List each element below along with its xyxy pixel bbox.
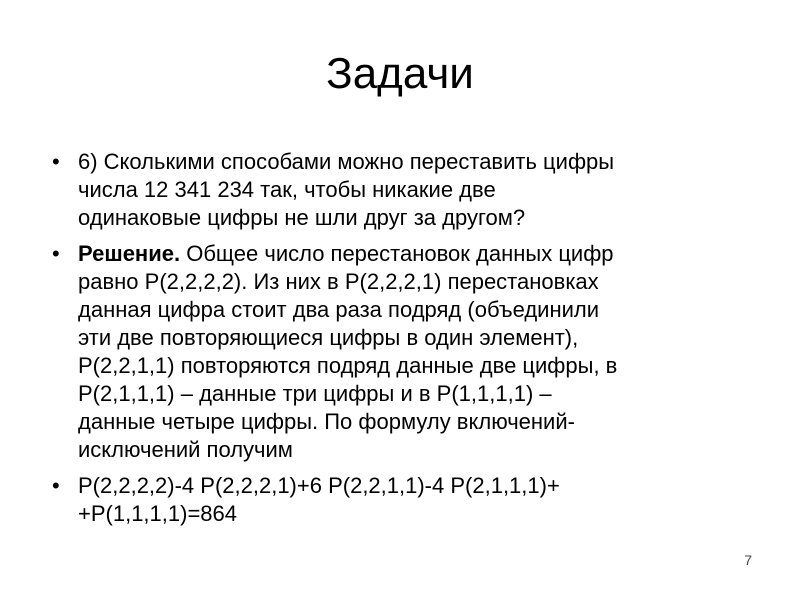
text-line: данные четыре цифры. По формулу включений- xyxy=(78,409,575,434)
page-number: 7 xyxy=(744,552,752,568)
text-fragment: Общее число перестановок данных цифр xyxy=(180,241,614,266)
solution-label: Решение. xyxy=(78,241,181,266)
text-line: эти две повторяющиеся цифры в один элемент), xyxy=(78,325,579,350)
text-line: P(2,2,2,2)-4 P(2,2,2,1)+6 P(2,2,1,1)-4 P(2,1,1,1)+ xyxy=(78,473,560,498)
solution-text xyxy=(78,240,762,464)
formula-text xyxy=(78,472,762,528)
text-line: данная цифра стоит два раза подряд (объединили xyxy=(78,297,600,322)
bullet-item-solution xyxy=(52,240,762,464)
text-line: 6) Сколькими способами можно переставить цифры xyxy=(78,149,615,174)
text-line: +P(1,1,1,1)=864 xyxy=(78,501,238,526)
text-line xyxy=(78,240,762,268)
bullet-item-problem xyxy=(52,148,762,232)
problem-text xyxy=(78,148,762,232)
text-line: числа 12 341 234 так, чтобы никакие две xyxy=(78,177,496,202)
bullet-item-formula xyxy=(52,472,762,528)
bullet-dot-icon: • xyxy=(52,241,60,266)
bullet-dot-icon: • xyxy=(52,149,60,174)
text-line: P(2,2,1,1) повторяются подряд данные две цифры, в xyxy=(78,353,618,378)
text-line: исключений получим xyxy=(78,437,293,462)
slide-title: Задачи xyxy=(326,49,474,98)
bullet-dot-icon: • xyxy=(52,473,60,498)
bullet-list xyxy=(52,148,762,536)
text-line: одинаковые цифры не шли друг за другом? xyxy=(78,205,526,230)
text-line: равно P(2,2,2,2). Из них в P(2,2,2,1) перестановках xyxy=(78,269,599,294)
text-line: P(2,1,1,1) – данные три цифры и в P(1,1,1,1) – xyxy=(78,381,552,406)
